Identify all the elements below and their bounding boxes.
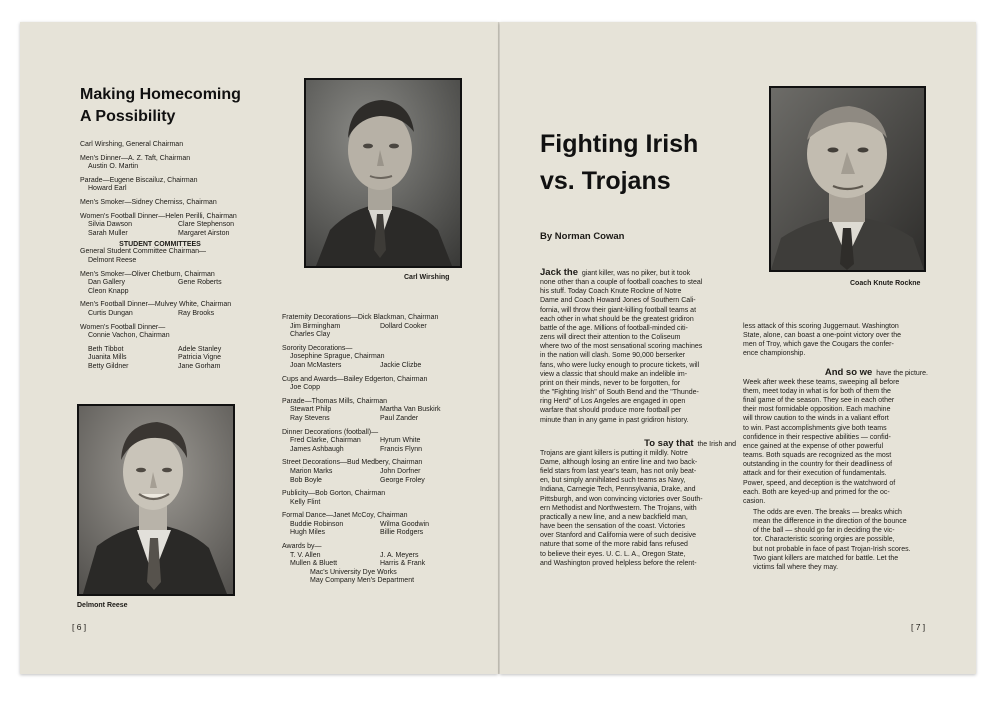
text-line: Trojans are giant killers is putting it mildly. Notre <box>540 449 688 457</box>
committee-line: Cups and Awards—Bailey Edgerton, Chairman <box>282 375 428 383</box>
committee-members-row <box>80 310 240 319</box>
member-name: Francis Flynn <box>380 445 423 453</box>
student-committees-heading: STUDENT COMMITTEES <box>119 241 201 249</box>
text-line: less attack of this scoring Juggernaut. Washington <box>743 323 899 330</box>
text-line: Dame and Coach Howard Jones of Southern Cali- <box>540 297 696 305</box>
member-name: Silvia Dawson <box>88 221 132 229</box>
committee-line: Formal Dance—Janet McCoy, Chairman <box>282 512 408 520</box>
member-name: Harris & Frank <box>380 560 426 568</box>
committee-line: Men's Football Dinner—Mulvey White, Chairman <box>80 301 232 309</box>
committee-members-row <box>282 468 441 477</box>
paragraph-2-body <box>540 449 736 568</box>
paragraph-4-lead: And so we <box>824 366 873 378</box>
member-name: Gene Roberts <box>178 279 222 287</box>
member-name: George Froley <box>380 476 425 484</box>
paragraph-5 <box>743 508 928 572</box>
member-name: Jim Birmingham <box>290 322 341 330</box>
right-page <box>500 22 976 674</box>
text-line: print on their minds, never to be forgotten, for <box>540 379 681 387</box>
member-name: Curtis Dungan <box>88 309 133 317</box>
text-line: but not probable in face of past Trojan-Irish scores. <box>753 545 911 553</box>
member-name: Wilma Goodwin <box>380 520 430 528</box>
committee-members-row <box>282 521 441 530</box>
committee-members-row <box>282 560 441 569</box>
caption-knute-rockne: Coach Knute Rockne <box>850 280 921 287</box>
text-line: attack and for their execution of fundamentals. <box>743 470 887 478</box>
page-number: [ 6 ] <box>72 622 87 632</box>
committee-line: Charles Clay <box>290 331 331 339</box>
text-line: will throw caution to the winds in a valiant effort <box>743 415 889 423</box>
committee-line: Women's Football Dinner— <box>80 323 166 331</box>
committee-list-decorations <box>282 314 441 586</box>
member-name: Mullen & Bluett <box>290 560 338 568</box>
committee-line: Howard Earl <box>88 185 127 193</box>
committee-entries <box>80 141 240 238</box>
student-committee-entries <box>80 248 240 371</box>
committee-members-row <box>282 437 441 446</box>
member-name: T. V. Allen <box>290 551 321 559</box>
committee-list-general <box>80 141 240 371</box>
text-line: confidence in their respective abilities — confid- <box>743 433 891 441</box>
caption-delmont-reese: Delmont Reese <box>77 602 128 609</box>
committee-line: Cleon Knapp <box>88 287 129 295</box>
committee-line: Connie Vachon, Chairman <box>88 332 170 340</box>
committee-members-row <box>80 221 240 230</box>
member-name: Paul Zander <box>380 414 419 422</box>
committee-line: Carl Wirshing, General Chairman <box>80 141 184 148</box>
committee-line: Men's Dinner—A. Z. Taft, Chairman <box>80 154 191 162</box>
member-name: Jackie Clizbe <box>380 361 422 369</box>
text-line: The odds are even. The breaks — breaks which <box>753 508 902 516</box>
member-name: Stewart Philp <box>290 406 332 414</box>
text-line: each other in what should be the greatest gridiron <box>540 315 694 323</box>
text-line: Indiana, Carnegie Tech, Pennsylvania, Drake, and <box>540 486 696 494</box>
member-name: John Dorfner <box>380 467 421 475</box>
member-name: Joan McMasters <box>290 361 342 369</box>
committee-members-row <box>282 529 441 538</box>
paragraph-2 <box>540 439 736 568</box>
text-line: ern Methodist and Northwestern. The Trojans, with <box>540 504 697 512</box>
committee-line: Josephine Sprague, Chairman <box>290 353 385 361</box>
committee-line: Dinner Decorations (football)— <box>282 428 379 436</box>
committee-members-row <box>80 230 240 239</box>
committee-line: Street Decorations—Bud Medbery, Chairman <box>282 459 423 467</box>
title-line-2: vs. Trojans <box>540 167 671 195</box>
text-line: over Stanford and California were of such decisive <box>540 532 697 540</box>
text-line: outstanding in the country for their deadliness of <box>743 461 893 469</box>
member-name: Hugh Miles <box>290 529 326 537</box>
text-line: the Irish and <box>697 440 736 448</box>
committee-members-row <box>282 406 441 415</box>
member-name: Jane Gorham <box>178 362 221 370</box>
committee-members-row <box>282 323 441 332</box>
text-line: victims fall where they may. <box>753 563 839 571</box>
text-line: fornia, will throw their giant-killing football teams at <box>540 306 697 314</box>
member-name: Betty Gildner <box>88 362 129 370</box>
committee-line: Joe Copp <box>290 384 320 392</box>
member-name: Beth Tibbot <box>88 345 124 353</box>
member-name: Fred Clarke, Chairman <box>290 437 361 445</box>
text-line: have been the sensation of the coast. Victories <box>540 523 686 531</box>
member-name: Marion Marks <box>290 467 333 475</box>
text-line: the "Fighting Irish" of South Bend and the "Thunde- <box>540 389 699 397</box>
text-line: Dame, although losing an entire line and two back- <box>540 458 698 466</box>
text-line: teams. Both squads are recognized as the most <box>743 452 892 460</box>
paragraph-1-body <box>540 278 736 425</box>
text-line: zens will direct their attention to the Coliseum <box>540 334 681 342</box>
committee-members-row <box>80 279 240 288</box>
committee-members-row <box>282 415 441 424</box>
member-name: Juanita Mills <box>88 354 127 362</box>
member-name: Patricia Vigne <box>178 354 222 362</box>
text-line: where two of the most sensational scoring machines <box>540 343 703 351</box>
paragraph-3 <box>743 322 928 359</box>
member-name: Martha Van Buskirk <box>380 406 441 414</box>
member-name: Sarah Muller <box>88 229 128 237</box>
photo-knute-rockne <box>769 86 926 272</box>
text-line: battle of the age. Millions of football-minded citi- <box>540 324 688 332</box>
byline: By Norman Cowan <box>540 231 625 242</box>
committee-members-row <box>282 362 441 371</box>
portrait-image <box>771 88 924 270</box>
text-line: ring Herd" of Los Angeles are engaged in open <box>540 398 686 406</box>
committee-line: General Student Committee Chairman— <box>80 248 207 256</box>
committee-members-row <box>80 346 240 355</box>
text-line: Pittsburgh, and won convincing victories over South- <box>540 495 703 503</box>
member-name: Margaret Airston <box>178 229 230 237</box>
member-name: Billie Rodgers <box>380 529 424 537</box>
text-line: giant killer, was no piker, but it took <box>581 270 691 277</box>
member-name: Bob Boyle <box>290 476 322 484</box>
text-line: fans, who were lucky enough to procure tickets, will <box>540 361 700 369</box>
text-line: mean the difference in the direction of the bounce <box>753 518 907 526</box>
committee-line: Parade—Thomas Mills, Chairman <box>282 397 388 405</box>
committee-line: Publicity—Bob Gorton, Chairman <box>282 490 386 498</box>
committee-line: May Company Men's Department <box>310 577 415 585</box>
article-column-1 <box>540 268 736 568</box>
photo-carl-wirshing <box>304 78 462 268</box>
portrait-image <box>79 406 233 594</box>
article-title <box>540 126 698 200</box>
text-line: their most formidable opposition. Each machine <box>743 406 891 414</box>
member-name: Buddie Robinson <box>290 520 344 528</box>
member-name: Ray Stevens <box>290 414 330 422</box>
committee-members-row <box>282 446 441 455</box>
text-line: view a classic that should make an indelible im- <box>540 370 688 378</box>
committee-line: Awards by— <box>282 543 322 551</box>
member-name: Dollard Cooker <box>380 322 427 330</box>
paragraph-2-lead: To say that <box>644 437 694 449</box>
committee-line: Kelly Flint <box>290 498 321 506</box>
text-line: final game of the season. They see in each other <box>743 397 895 405</box>
text-line: casion. <box>743 497 766 505</box>
title-line-2: A Possibility <box>80 108 176 125</box>
member-name: Dan Gallery <box>88 279 125 287</box>
text-line: to believe their eyes. U. C. L. A., Oregon State, <box>540 550 686 558</box>
committee-line: Sorority Decorations— <box>282 344 353 352</box>
text-line: to win. Past accomplishments give both teams <box>743 424 887 432</box>
committee-members-row <box>80 354 240 363</box>
decoration-committee-entries <box>282 314 441 586</box>
text-line: nature that some of the more rabid fans refused <box>540 541 688 549</box>
text-line: warfare that should produce more football per <box>540 407 682 415</box>
paragraph-4-body <box>743 378 928 506</box>
committee-members-row <box>282 552 441 561</box>
page-number: [ 7 ] <box>911 622 926 632</box>
text-line: in the nation will clash. Some 90,000 berserker <box>540 352 686 360</box>
text-line: and Washington proved helpless before the relent- <box>540 559 697 567</box>
text-line: Power, speed, and deception is the watchword of <box>743 479 896 487</box>
text-line: have the picture. <box>876 369 928 377</box>
text-line: Two giant killers are matched for battle. Let the <box>753 554 899 562</box>
committee-members-row <box>80 363 240 372</box>
committee-line: Delmont Reese <box>88 256 137 264</box>
member-name: Adele Stanley <box>178 345 222 353</box>
committee-members-row <box>282 477 441 486</box>
text-line: ence championship. <box>743 350 806 358</box>
left-page <box>20 22 498 674</box>
title-line-1: Making Homecoming <box>80 86 241 103</box>
text-line: them, meet today in what is for both of them the <box>743 387 891 395</box>
photo-delmont-reese <box>77 404 235 596</box>
committee-line: Fraternity Decorations—Dick Blackman, Chairman <box>282 314 439 321</box>
text-line: men of Troy, which gave the Cougars the confer- <box>743 341 894 349</box>
member-name: James Ashbaugh <box>290 445 344 453</box>
text-line: each. Both are keyed-up and primed for the oc- <box>743 488 890 496</box>
paragraph-1 <box>540 268 736 425</box>
title-line-1: Fighting Irish <box>540 130 699 158</box>
member-name: Clare Stephenson <box>178 221 235 229</box>
member-name: Ray Brooks <box>178 309 215 317</box>
page-title <box>80 84 241 128</box>
text-line: his stuff. Today Coach Knute Rockne of Notre <box>540 288 682 296</box>
portrait-image <box>306 80 460 266</box>
text-line: field stars from last year's team, has not only beat- <box>540 468 697 476</box>
member-name: Hyrum White <box>380 437 421 445</box>
text-line: ence gained at the expense of other powerful <box>743 442 884 450</box>
committee-line: Women's Football Dinner—Helen Perilli, Chairman <box>80 212 237 220</box>
article-column-2 <box>743 322 928 572</box>
committee-line: Men's Smoker—Oliver Chetburn, Chairman <box>80 270 215 278</box>
committee-line: Parade—Eugene Biscailuz, Chairman <box>80 176 198 184</box>
committee-line: Men's Smoker—Sidney Cherniss, Chairman <box>80 198 217 206</box>
text-line: minute than in any game in past gridiron history. <box>540 416 689 424</box>
text-line: practically a new line, and a new backfield man, <box>540 513 688 521</box>
text-line: en, but simply annihilated such teams as Navy, <box>540 477 686 485</box>
text-line: State, alone, can boast a one-point victory over the <box>743 332 901 340</box>
committee-line: Austin O. Martin <box>88 163 139 171</box>
text-line: none other than a couple of football coaches to steal <box>540 279 703 287</box>
paragraph-1-lead: Jack the <box>540 267 579 278</box>
text-line: tor. Characteristic scoring orgies are possible, <box>753 536 895 544</box>
member-name: J. A. Meyers <box>380 551 419 559</box>
paragraph-4 <box>743 368 928 506</box>
text-line: of the ball — should go far in deciding the vic- <box>753 527 895 535</box>
text-line: Week after week these teams, sweeping all before <box>743 378 900 386</box>
committee-line: Mac's University Dye Works <box>310 568 397 576</box>
caption-carl-wirshing: Carl Wirshing <box>404 274 450 281</box>
